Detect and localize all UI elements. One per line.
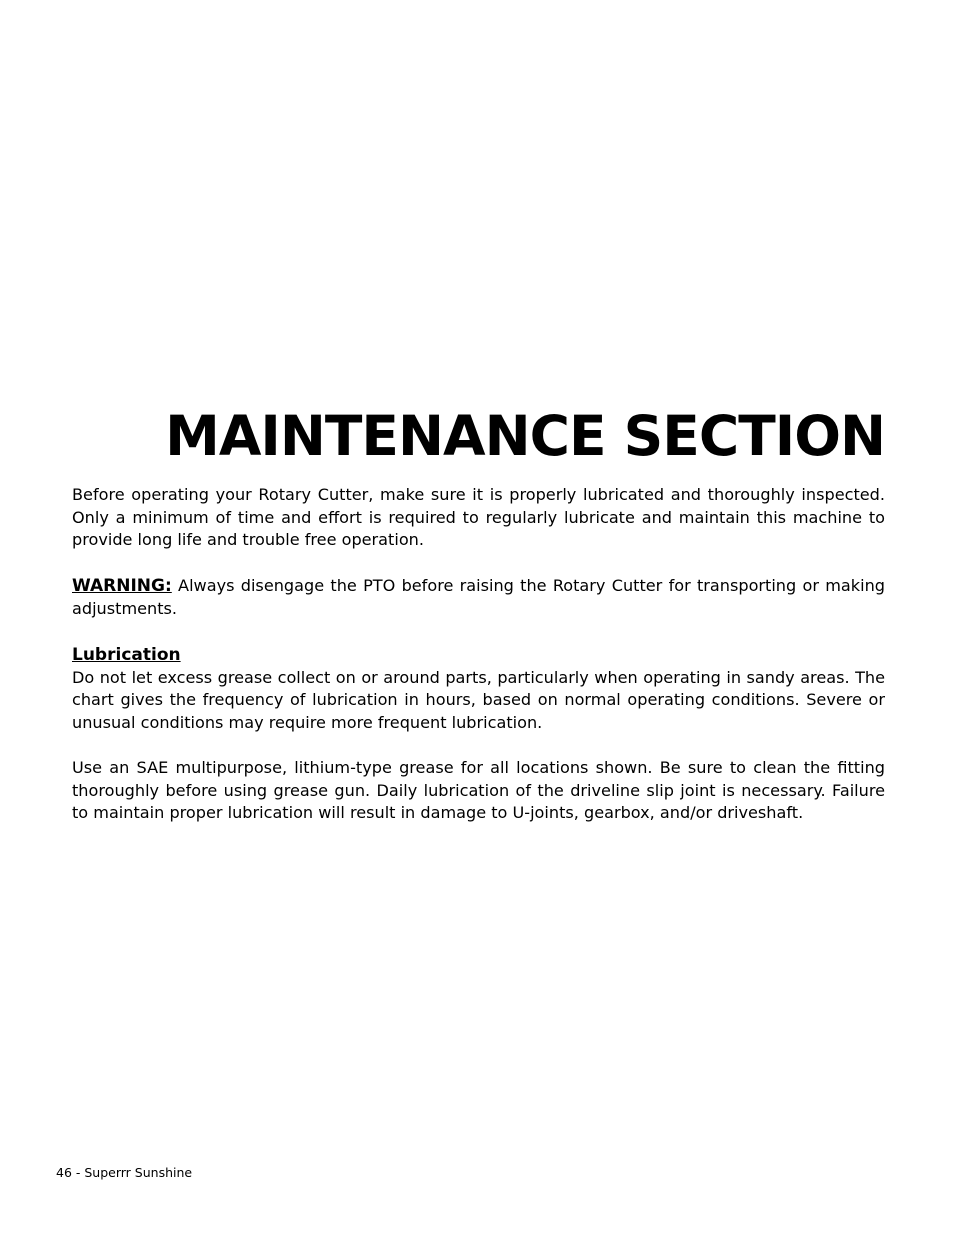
- lubrication-section: [72, 644, 885, 735]
- page-footer: 46 - Superrr Sunshine: [56, 1165, 193, 1180]
- warning-paragraph: [72, 575, 885, 620]
- lubrication-paragraph-2: Use an SAE multipurpose, lithium-type grease for all locations shown. Be sure to clean the fitting thoroughly before using grease gun. Daily lubrication of the driveline slip joint is necessary. Failure to maintain proper lubrication will result in damage to U-joints, gearbox, and/or driveshaft.: [72, 758, 885, 823]
- intro-paragraph: Before operating your Rotary Cutter, make sure it is properly lubricated and thoroughly inspected. Only a minimum of time and effort is required to regularly lubricate and maintain this machine to provide long life and trouble free operation.: [72, 485, 885, 550]
- lubrication-paragraph-1: Do not let excess grease collect on or around parts, particularly when operating in sandy areas. The chart gives the frequency of lubrication in hours, based on normal operating conditions. Severe or unusual conditions may require more frequent lubrication.: [72, 667, 885, 733]
- warning-label: WARNING:: [72, 576, 172, 596]
- lubrication-heading: Lubrication: [72, 645, 181, 665]
- warning-text: Always disengage the PTO before raising the Rotary Cutter for transporting or making adjustments.: [72, 576, 885, 618]
- page-title: MAINTENANCE SECTION: [165, 404, 885, 468]
